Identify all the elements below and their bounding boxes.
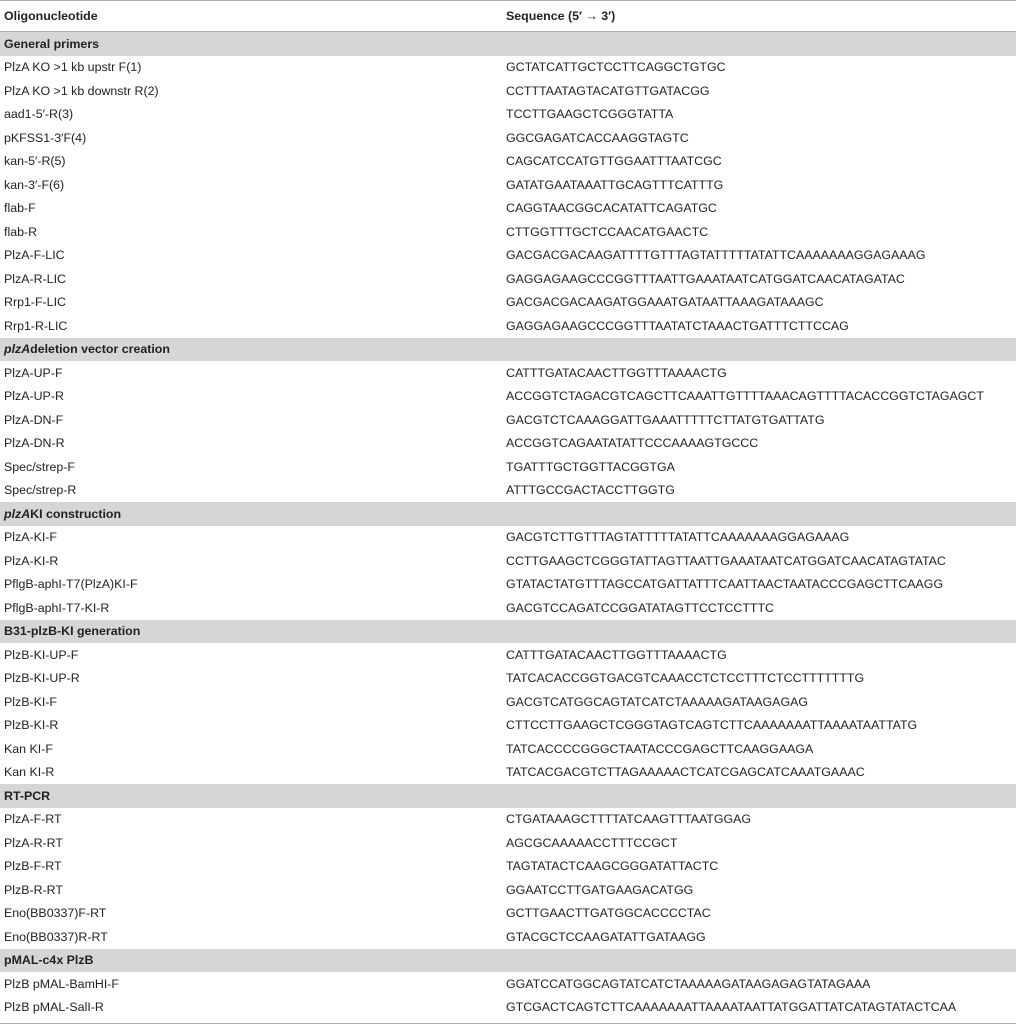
- sequence: GACGTCTTGTTTAGTATTTTTATATTCAAAAAAAGGAGAAAG: [506, 530, 850, 545]
- table-row: [0, 79, 1016, 103]
- sequence: GACGTCTCAAAGGATTGAAATTTTTCTTATGTGATTATG: [506, 412, 825, 427]
- sequence: ATTTGCCGACTACCTTGGTG: [506, 483, 675, 498]
- oligonucleotide-name: PlzA-KI-R: [4, 553, 59, 568]
- oligonucleotide-name: PlzA-DN-F: [4, 412, 64, 427]
- table-row: [0, 197, 1016, 221]
- oligonucleotide-name: Eno(BB0337)R-RT: [4, 929, 108, 944]
- section-title: RT-PCR: [4, 788, 51, 803]
- section-header: [0, 32, 1016, 56]
- table-row: [0, 526, 1016, 550]
- table-row: [0, 314, 1016, 338]
- sequence: GGAATCCTTGATGAAGACATGG: [506, 882, 694, 897]
- oligonucleotide-name: PlzB-KI-R: [4, 718, 59, 733]
- oligonucleotide-name: PlzB-KI-UP-F: [4, 647, 79, 662]
- oligonucleotide-name: PlzA KO >1 kb downstr R(2): [4, 83, 159, 98]
- oligonucleotide-name: kan-3′-F(6): [4, 177, 65, 192]
- sequence: TGATTTGCTGGTTACGGTGA: [506, 459, 675, 474]
- oligonucleotide-name: Rrp1-F-LIC: [4, 295, 66, 310]
- sequence: GGCGAGATCACCAAGGTAGTC: [506, 130, 689, 145]
- oligonucleotide-name: PlzB-KI-UP-R: [4, 671, 80, 686]
- sequence: GTACGCTCCAAGATATTGATAAGG: [506, 929, 706, 944]
- table-row: [0, 291, 1016, 315]
- sequence: GACGTCATGGCAGTATCATCTAAAAAGATAAGAGAG: [506, 694, 808, 709]
- oligonucleotide-name: PlzA-F-RT: [4, 812, 62, 827]
- sequence: GACGACGACAAGATTTTGTTTAGTATTTTTATATTCAAAAAAAGGAGAAAG: [506, 248, 926, 263]
- section-title: deletion vector creation: [30, 342, 170, 357]
- oligonucleotide-name: Eno(BB0337)F-RT: [4, 906, 107, 921]
- oligonucleotide-name: PlzA-F-LIC: [4, 248, 65, 263]
- sequence: GTCGACTCAGTCTTCAAAAAAATTAAAATAATTATGGATTATCATAGTATACTCAA: [506, 1000, 957, 1015]
- oligonucleotide-name: PlzA KO >1 kb upstr F(1): [4, 60, 142, 75]
- section-header: [0, 502, 1016, 526]
- table-row: [0, 972, 1016, 996]
- section-title: KI construction: [30, 506, 122, 521]
- oligonucleotide-name: Spec/strep-R: [4, 483, 77, 498]
- oligonucleotide-name: PlzA-R-RT: [4, 835, 63, 850]
- oligonucleotide-name: PlzB-R-RT: [4, 882, 63, 897]
- table-row: [0, 714, 1016, 738]
- oligonucleotide-name: Rrp1-R-LIC: [4, 318, 68, 333]
- table-row: [0, 643, 1016, 667]
- sequence: TATCACGACGTCTTAGAAAAACTCATCGAGCATCAAATGAAAC: [506, 765, 865, 780]
- sequence: TAGTATACTCAAGCGGGATATTACTC: [506, 859, 719, 874]
- table-row: [0, 737, 1016, 761]
- sequence: CAGCATCCATGTTGGAATTTAATCGC: [506, 154, 722, 169]
- table-row: [0, 808, 1016, 832]
- table-row: [0, 408, 1016, 432]
- sequence: GAGGAGAAGCCCGGTTTAATTGAAATAATCATGGATCAACATAGATAC: [506, 271, 905, 286]
- section-title-italic: plzA: [4, 342, 31, 357]
- oligonucleotide-name: PlzA-DN-R: [4, 436, 65, 451]
- sequence: CCTTGAAGCTCGGGTATTAGTTAATTGAAATAATCATGGATCAACATAGTATAC: [506, 553, 946, 568]
- oligonucleotide-name: PlzA-UP-R: [4, 389, 64, 404]
- sequence: CATTTGATACAACTTGGTTTAAAACTG: [506, 365, 727, 380]
- table-row: [0, 831, 1016, 855]
- table-row: [0, 855, 1016, 879]
- section-header: [0, 949, 1016, 973]
- table-row: [0, 479, 1016, 503]
- oligonucleotide-name: flab-F: [4, 201, 36, 216]
- oligonucleotide-name: flab-R: [4, 224, 38, 239]
- bottom-rule: [0, 1023, 1016, 1024]
- table-row: [0, 902, 1016, 926]
- oligonucleotide-name: PlzA-UP-F: [4, 365, 63, 380]
- sequence: GGATCCATGGCAGTATCATCTAAAAAGATAAGAGAGTATAGAAA: [506, 976, 871, 991]
- sequence: CAGGTAACGGCACATATTCAGATGC: [506, 201, 717, 216]
- header-sequence: Sequence (5′ → 3′): [506, 9, 616, 23]
- sequence: GAGGAGAAGCCCGGTTTAATATCTAAACTGATTTCTTCCAG: [506, 318, 849, 333]
- table-row: [0, 150, 1016, 174]
- table-row: [0, 667, 1016, 691]
- sequence: TATCACCCCGGGCTAATACCCGAGCTTCAAGGAAGA: [506, 741, 814, 756]
- table-row: [0, 103, 1016, 127]
- section-title: B31-plzB-KI generation: [4, 624, 141, 639]
- sequence: CCTTTAATAGTACATGTTGATACGG: [506, 83, 710, 98]
- sequence: CTTGGTTTGCTCCAACATGAACTC: [506, 224, 709, 239]
- sequence: CTTCCTTGAAGCTCGGGTAGTCAGTCTTCAAAAAAATTAAAATAATTATG: [506, 718, 918, 733]
- oligonucleotide-name: PlzB pMAL-SalI-R: [4, 1000, 104, 1015]
- oligonucleotide-name: PflgB-aphI-T7-KI-R: [4, 600, 110, 615]
- section-title: General primers: [4, 36, 100, 51]
- oligonucleotide-name: Kan KI-F: [4, 741, 53, 756]
- section-header: [0, 620, 1016, 644]
- table-row: [0, 573, 1016, 597]
- oligonucleotide-name: PlzB-KI-F: [4, 694, 58, 709]
- table-row: [0, 761, 1016, 785]
- sequence: GCTTGAACTTGATGGCACCCCTAC: [506, 906, 711, 921]
- section-title-italic: plzA: [4, 506, 31, 521]
- table-row: [0, 455, 1016, 479]
- oligonucleotide-name: PlzB pMAL-BamHI-F: [4, 976, 119, 991]
- sequence: AGCGCAAAAACCTTTCCGCT: [506, 835, 678, 850]
- oligonucleotide-name: Kan KI-R: [4, 765, 55, 780]
- table-row: [0, 549, 1016, 573]
- sequence: TCCTTGAAGCTCGGGTATTA: [506, 107, 674, 122]
- sequence: CTGATAAAGCTTTTATCAAGTTTAATGGAG: [506, 812, 752, 827]
- oligonucleotide-name: PlzA-KI-F: [4, 530, 58, 545]
- header-oligonucleotide: Oligonucleotide: [4, 9, 98, 23]
- sequence: TATCACACCGGTGACGTCAAACCTCTCCTTTCTCCTTTTTTTG: [506, 671, 865, 686]
- table-row: [0, 996, 1016, 1020]
- oligonucleotide-name: PlzA-R-LIC: [4, 271, 66, 286]
- oligonucleotide-name: pKFSS1-3′F(4): [4, 130, 87, 145]
- table-row: [0, 878, 1016, 902]
- sequence: CATTTGATACAACTTGGTTTAAAACTG: [506, 647, 727, 662]
- table-header: [0, 0, 1016, 32]
- sequence: GCTATCATTGCTCCTTCAGGCTGTGC: [506, 60, 726, 75]
- sequence: GTATACTATGTTTAGCCATGATTATTTCAATTAACTAATACCCGAGCTTCAAGG: [506, 577, 944, 592]
- table-row: [0, 385, 1016, 409]
- table-row: [0, 596, 1016, 620]
- table-row: [0, 244, 1016, 268]
- table-row: [0, 267, 1016, 291]
- section-title: pMAL-c4x PlzB: [4, 953, 94, 968]
- oligonucleotide-name: PflgB-aphI-T7(PlzA)KI-F: [4, 577, 138, 592]
- table-row: [0, 126, 1016, 150]
- table-row: [0, 220, 1016, 244]
- table-row: [0, 173, 1016, 197]
- oligonucleotide-name: aad1-5′-R(3): [4, 107, 74, 122]
- sequence: GATATGAATAAATTGCAGTTTCATTTG: [506, 177, 724, 192]
- table-row: [0, 432, 1016, 456]
- oligonucleotide-name: kan-5′-R(5): [4, 154, 66, 169]
- oligonucleotide-name: Spec/strep-F: [4, 459, 75, 474]
- table-body: [0, 32, 1016, 1019]
- table-row: [0, 56, 1016, 80]
- sequence: ACCGGTCTAGACGTCAGCTTCAAATTGTTTTAAACAGTTTTACACCGGTCTAGAGCT: [506, 389, 984, 404]
- oligonucleotide-name: PlzB-F-RT: [4, 859, 62, 874]
- table-row: [0, 925, 1016, 949]
- sequence: GACGTCCAGATCCGGATATAGTTCCTCCTTTC: [506, 600, 774, 615]
- table-row: [0, 361, 1016, 385]
- section-header: [0, 338, 1016, 362]
- section-header: [0, 784, 1016, 808]
- sequence: ACCGGTCAGAATATATTCCCAAAAGTGCCC: [506, 436, 759, 451]
- table-row: [0, 690, 1016, 714]
- sequence: GACGACGACAAGATGGAAATGATAATTAAAGATAAAGC: [506, 295, 824, 310]
